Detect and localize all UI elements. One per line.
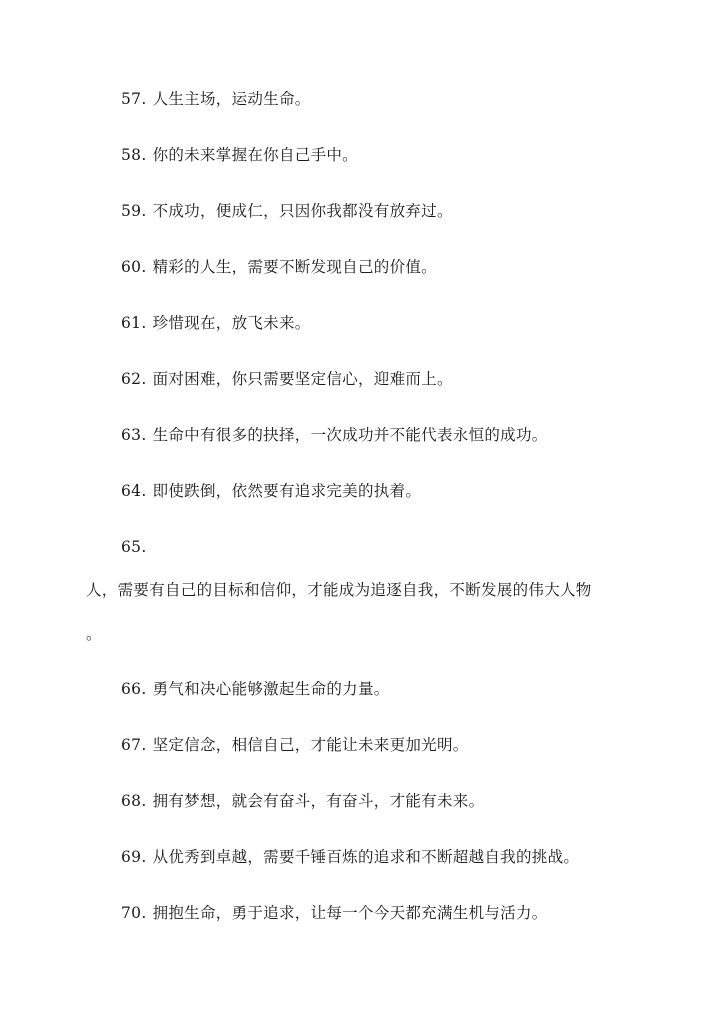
item-text: 拥有梦想，就会有奋斗，有奋斗，才能有未来。	[152, 792, 485, 810]
list-item	[121, 425, 548, 445]
item-text: 面对困难，你只需要坚定信心，迎难而上。	[152, 370, 453, 388]
list-item	[121, 791, 484, 811]
item-text: 不成功，便成仁，只因你我都没有放弃过。	[152, 202, 453, 220]
item-65-continuation-line-2: 。	[86, 625, 102, 643]
list-item	[121, 537, 153, 557]
item-text: 人生主场，运动生命。	[152, 90, 311, 108]
item-text: 即使跌倒，依然要有追求完美的执着。	[152, 482, 422, 500]
item-text: 精彩的人生，需要不断发现自己的价值。	[152, 258, 437, 276]
item-number: 66.	[121, 680, 147, 698]
list-item	[121, 313, 311, 333]
item-number: 69.	[121, 848, 147, 866]
list-item	[121, 481, 421, 501]
item-text: 珍惜现在，放飞未来。	[152, 314, 311, 332]
item-number: 65.	[121, 538, 147, 556]
list-item	[121, 201, 453, 221]
list-item	[121, 145, 358, 165]
list-item	[121, 847, 579, 867]
item-text: 拥抱生命，勇于追求，让每一个今天都充满生机与活力。	[152, 904, 548, 922]
item-number: 63.	[121, 426, 147, 444]
item-number: 58.	[121, 146, 147, 164]
item-number: 57.	[121, 90, 147, 108]
item-number: 61.	[121, 314, 147, 332]
item-text: 坚定信念，相信自己，才能让未来更加光明。	[152, 736, 469, 754]
list-item	[121, 903, 548, 923]
item-number: 70.	[121, 904, 147, 922]
list-item	[121, 257, 437, 277]
item-text: 勇气和决心能够激起生命的力量。	[152, 680, 390, 698]
item-number: 68.	[121, 792, 147, 810]
item-number: 64.	[121, 482, 147, 500]
list-item	[121, 735, 469, 755]
list-item	[121, 679, 390, 699]
item-number: 62.	[121, 370, 147, 388]
item-number: 67.	[121, 736, 147, 754]
list-item	[121, 369, 453, 389]
item-65-continuation-line-1: 人，需要有自己的目标和信仰，才能成为追逐自我，不断发展的伟大人物	[86, 581, 592, 599]
list-item	[121, 89, 311, 109]
item-number: 59.	[121, 202, 147, 220]
item-text: 你的未来掌握在你自己手中。	[152, 146, 358, 164]
item-number: 60.	[121, 258, 147, 276]
item-text: 从优秀到卓越，需要千锤百炼的追求和不断超越自我的挑战。	[152, 848, 580, 866]
item-text: 生命中有很多的抉择，一次成功并不能代表永恒的成功。	[152, 426, 548, 444]
